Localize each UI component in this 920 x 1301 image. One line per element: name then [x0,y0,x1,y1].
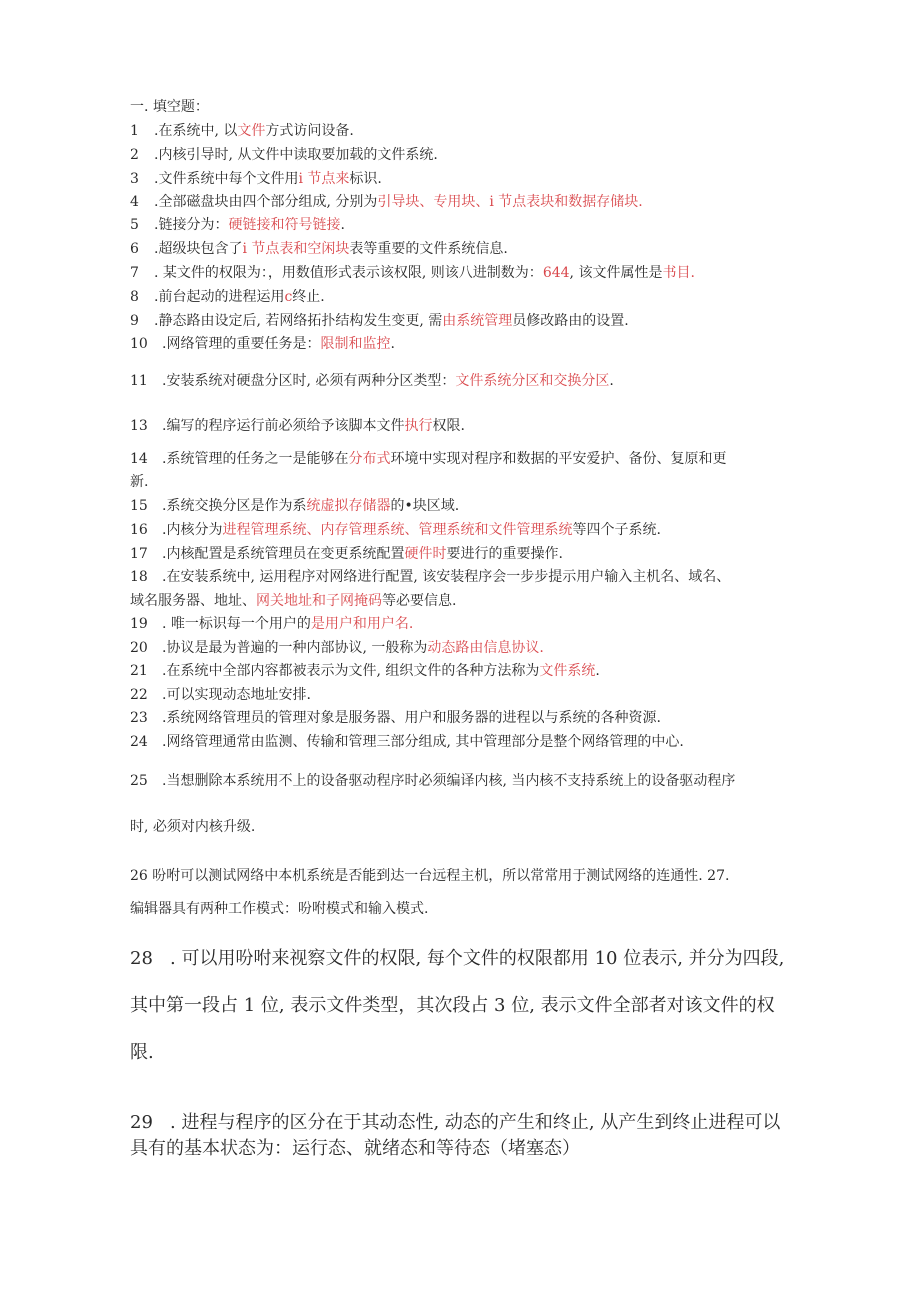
item-15: 15 .系统交换分区是作为系统虚拟存储器的•块区域. [130,498,460,514]
item-24: 24 .网络管理通常由监测、传输和管理三部分组成, 其中管理部分是整个网络管理的中心. [130,734,684,750]
item-22: 22 .可以实现动态地址安排. [130,687,311,703]
item-13: 13 .编写的程序运行前必须给予该脚本文件执行权限. [130,418,465,434]
item-4: 4 .全部磁盘块由四个部分组成, 分别为引导块、专用块、i 节点表块和数据存储块. [130,194,643,210]
item-5: 5 .链接分为：硬链接和符号链接. [130,217,345,233]
item-2: 2 .内核引导时, 从文件中读取要加载的文件系统. [130,147,438,163]
item-23: 23 .系统网络管理员的管理对象是服务器、用户和服务器的进程以与系统的各种资源. [130,710,661,726]
item-9: 9 .静态路由设定后, 若网络拓扑结构发生变更, 需由系统管理员修改路由的设置. [130,313,629,329]
item-8: 8 .前台起动的进程运用c终止. [130,289,325,305]
item-7: 7 . 某文件的权限为：，用数值形式表示该权限, 则该八进制数为：644, 该文件属性是书目. [130,265,695,281]
item-1: 1 .在系统中, 以文件方式访问设备. [130,123,354,139]
item-14: 14 .系统管理的任务之一是能够在分布式环境中实现对程序和数据的平安爱护、备份、复原和更 [130,451,727,467]
item-29-continued: 具有的基本状态为：运行态、就绪态和等待态（堵塞态） [130,1138,580,1159]
item-6: 6 .超级块包含了i 节点表和空闲块表等重要的文件系统信息. [130,241,508,257]
item-25: 25 .当想删除本系统用不上的设备驱动程序时必须编译内核, 当内核不支持系统上的设备驱动程序 [130,773,736,789]
item-27-continued: 编辑器具有两种工作模式：吩咐模式和输入模式. [130,901,429,917]
section-heading: 一. 填空题： [130,99,209,115]
item-14-continued: 新. [130,474,149,490]
item-29: 29 . 进程与程序的区分在于其动态性, 动态的产生和终止, 从产生到终止进程可以 [130,1112,781,1133]
item-18-continued: 域名服务器、地址、网关地址和子网掩码等必要信息. [130,593,457,609]
item-19: 19 . 唯一标识每一个用户的是用户和用户名. [130,616,414,632]
item-16: 16 .内核分为进程管理系统、内存管理系统、管理系统和文件管理系统等四个子系统. [130,522,661,538]
item-25-continued: 时, 必须对内核升级. [130,819,256,835]
item-28: 28 . 可以用吩咐来视察文件的权限, 每个文件的权限都用 10 位表示, 并分为四段, [130,948,785,969]
item-28-continued-2: 限. [130,1042,154,1063]
item-17: 17 .内核配置是系统管理员在变更系统配置硬件时要进行的重要操作. [130,546,563,562]
item-21: 21 .在系统中全部内容都被表示为文件, 组织文件的各种方法称为文件系统. [130,663,600,679]
item-3: 3 .文件系统中每个文件用i 节点来标识. [130,171,382,187]
item-28-continued-1: 其中第一段占 1 位, 表示文件类型，其次段占 3 位, 表示文件全部者对该文件的权 [130,995,775,1016]
item-26-27: 26 吩咐可以测试网络中本机系统是否能到达一台远程主机，所以常常用于测试网络的连通性. 27. [130,868,730,884]
item-11: 11 .安装系统对硬盘分区时, 必须有两种分区类型：文件系统分区和交换分区. [130,373,614,389]
item-18: 18 .在安装系统中, 运用程序对网络进行配置, 该安装程序会一步步提示用户输入主机名、域名、 [130,569,731,585]
item-10: 10 .网络管理的重要任务是：限制和监控. [130,336,395,352]
item-20: 20 .协议是最为普遍的一种内部协议, 一般称为动态路由信息协议. [130,640,544,656]
